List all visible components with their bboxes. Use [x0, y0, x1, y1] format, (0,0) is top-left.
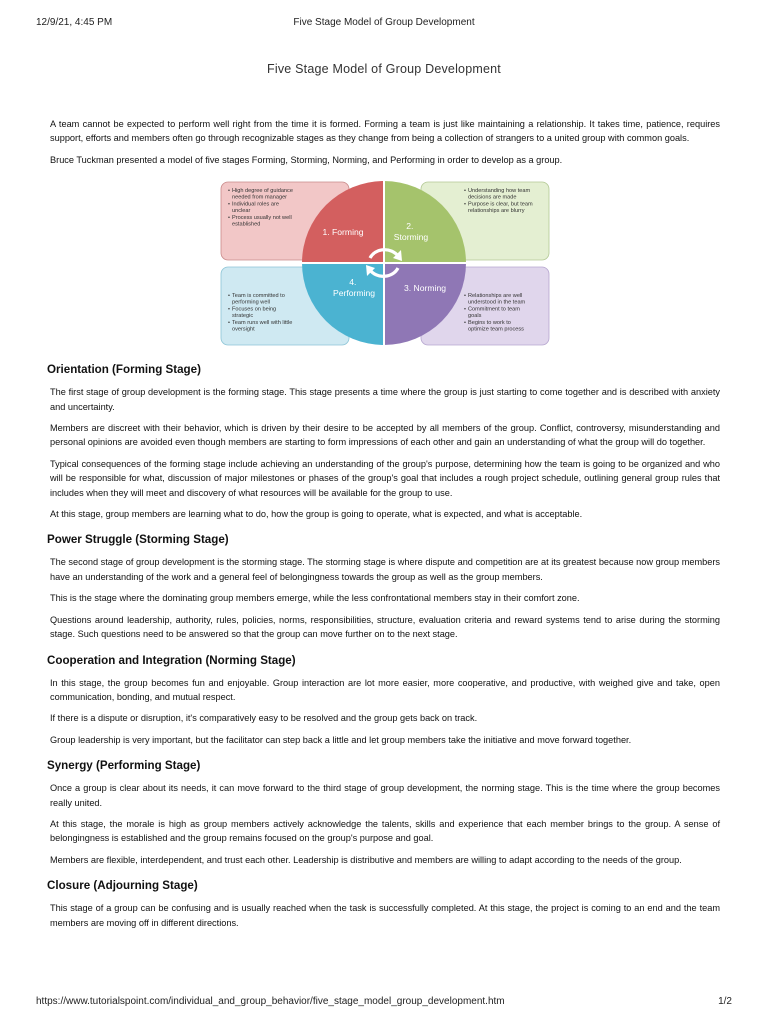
svg-text:Begins to work to: Begins to work to	[468, 320, 511, 327]
intro-paragraph: A team cannot be expected to perform well right from the time it is formed. Forming a team is just like maintaining a relationship. It takes time, patience, requires support, efforts and members often go through recognizable stages as they change from being a collection of strangers to a united group with common goals.	[50, 119, 720, 144]
svg-text:Purpose is clear, but team: Purpose is clear, but team	[468, 201, 533, 208]
section-paragraph: Typical consequences of the forming stage include achieving an understanding of the group's purpose, determining how the team is going to be organized and who will be responsible for what, discussion of major milestones or phases of the group's goal that includes a rough project schedule, outlining general group rules that includes when they will meet and discovery of what resources will be available for the group to use.	[50, 458, 720, 498]
svg-text:goals: goals	[468, 313, 482, 320]
print-footer	[36, 996, 732, 1010]
section-paragraph: Questions around leadership, authority, rules, policies, norms, responsibilities, structure, evaluation criteria and reward systems tend to arise during the storming stage. Such questions need to be answered so that the group can move further on to the next stage.	[50, 614, 720, 640]
section-heading: Power Struggle (Storming Stage)	[47, 533, 229, 547]
svg-text:High degree of guidance: High degree of guidance	[232, 188, 293, 195]
svg-text:•: •	[228, 201, 230, 208]
section-paragraph: At this stage, the morale is high as group members actively acknowledge the talents, skills and experience that each member brings to the group. A sense of belongingness is established and the group remains focused on the group's purpose and goal.	[50, 818, 720, 844]
svg-text:•: •	[228, 306, 230, 313]
svg-text:needed from manager: needed from manager	[232, 194, 288, 201]
section-paragraph: Group leadership is very important, but the facilitator can step back a little and let group members take the initiative and move forward together.	[50, 734, 632, 745]
svg-text:Team is committed to: Team is committed to	[232, 293, 285, 300]
print-header	[36, 17, 732, 31]
svg-text:established: established	[232, 221, 261, 228]
print-datetime: 12/9/21, 4:45 PM	[36, 17, 113, 28]
svg-text:•: •	[464, 320, 466, 327]
section-heading: Synergy (Performing Stage)	[47, 759, 201, 773]
section-paragraph: Once a group is clear about its needs, it can move forward to the third stage of group development, the norming stage. This is the time where the group becomes really united.	[50, 783, 720, 808]
section-paragraph: This is the stage where the dominating group members emerge, while the less confrontational members stay in their comfort zone.	[50, 593, 580, 604]
page-number: 1/2	[718, 996, 732, 1007]
intro-paragraph: Bruce Tuckman presented a model of five stages Forming, Storming, Norming, and Performing in order to develop as a group.	[50, 154, 563, 165]
svg-text:Process usually not well: Process usually not well	[232, 215, 292, 222]
page-title: Five Stage Model of Group Development	[267, 62, 501, 76]
source-url-link[interactable]: https://www.tutorialspoint.com/individual_and_group_behavior/five_stage_model_group_development.htm	[36, 996, 505, 1007]
article-body	[47, 117, 720, 937]
section-paragraph: Members are flexible, interdependent, and trust each other. Leadership is distributive and members are willing to adapt according to the needs of the group.	[50, 854, 682, 865]
section-paragraph: The first stage of group development is the forming stage. This stage presents a time where the group is just starting to come together and is described with anxiety and uncertainty.	[50, 387, 720, 412]
section-paragraph: Members are discreet with their behavior, which is driven by their desire to be accepted by all members of the group. Conflict, controversy, misunderstanding and personal opinions are avoided even though members are starting to form impressions of each other and gain an understanding of what the group will do together.	[50, 423, 720, 448]
svg-text:•: •	[464, 306, 466, 313]
svg-text:understood in the team: understood in the team	[468, 299, 526, 306]
norming-label: 3. Norming	[403, 283, 447, 294]
svg-text:unclear: unclear	[232, 208, 251, 215]
section-paragraph: This stage of a group can be confusing and is usually reached when the task is successfully completed. At this stage, the project is coming to an end and the team members are moving off in different directions.	[50, 903, 720, 928]
svg-text:•: •	[464, 293, 466, 300]
print-doc-title: Five Stage Model of Group Development	[293, 17, 475, 28]
svg-text:•: •	[464, 201, 466, 208]
svg-text:Relationships are well: Relationships are well	[468, 293, 523, 300]
svg-text:oversight: oversight	[232, 326, 255, 333]
svg-text:•: •	[228, 293, 230, 300]
svg-text:decisions are made: decisions are made	[468, 194, 517, 201]
stage-diagram	[50, 179, 720, 351]
section-heading: Cooperation and Integration (Norming Stage)	[47, 653, 296, 667]
performing-label: 4. Performing	[332, 277, 376, 299]
svg-text:•: •	[228, 188, 230, 195]
section-paragraph: At this stage, group members are learning what to do, how the group is going to operate, what is expected, and what is acceptable.	[50, 509, 583, 520]
svg-text:Commitment to team: Commitment to team	[468, 306, 520, 313]
storming-label: 2. Storming	[393, 221, 429, 243]
svg-text:Understanding how team: Understanding how team	[468, 188, 531, 195]
section-heading: Orientation (Forming Stage)	[47, 363, 201, 377]
svg-text:•: •	[228, 320, 230, 327]
svg-text:relationships are blurry: relationships are blurry	[468, 208, 525, 215]
section-paragraph: In this stage, the group becomes fun and enjoyable. Group interaction are lot more easier, more cooperative, and productive, with weighed give and take, open communication, bonding, and mutual respect.	[50, 677, 720, 702]
svg-text:Focuses on being: Focuses on being	[232, 306, 277, 313]
section-heading: Closure (Adjourning Stage)	[47, 879, 198, 893]
storming-box-text	[464, 188, 533, 214]
svg-text:optimize team process: optimize team process	[468, 326, 524, 333]
svg-text:•: •	[228, 215, 230, 222]
svg-text:•: •	[464, 188, 466, 195]
section-paragraph: If there is a dispute or disruption, it's comparatively easy to be resolved and the group gets back on track.	[50, 713, 478, 724]
svg-text:strategic: strategic	[232, 313, 254, 320]
svg-text:Team runs well with little: Team runs well with little	[232, 320, 293, 327]
forming-label: 1. Forming	[322, 227, 364, 238]
section-paragraph: The second stage of group development is the storming stage. The storming stage is where dispute and competition are at its greatest because now group members have an understanding of the work and a general feel of belongingness towards the group as well as the group members.	[50, 557, 720, 582]
svg-text:Individual roles are: Individual roles are	[232, 201, 279, 208]
five-stage-diagram	[219, 179, 551, 351]
svg-text:performing well: performing well	[232, 299, 270, 306]
